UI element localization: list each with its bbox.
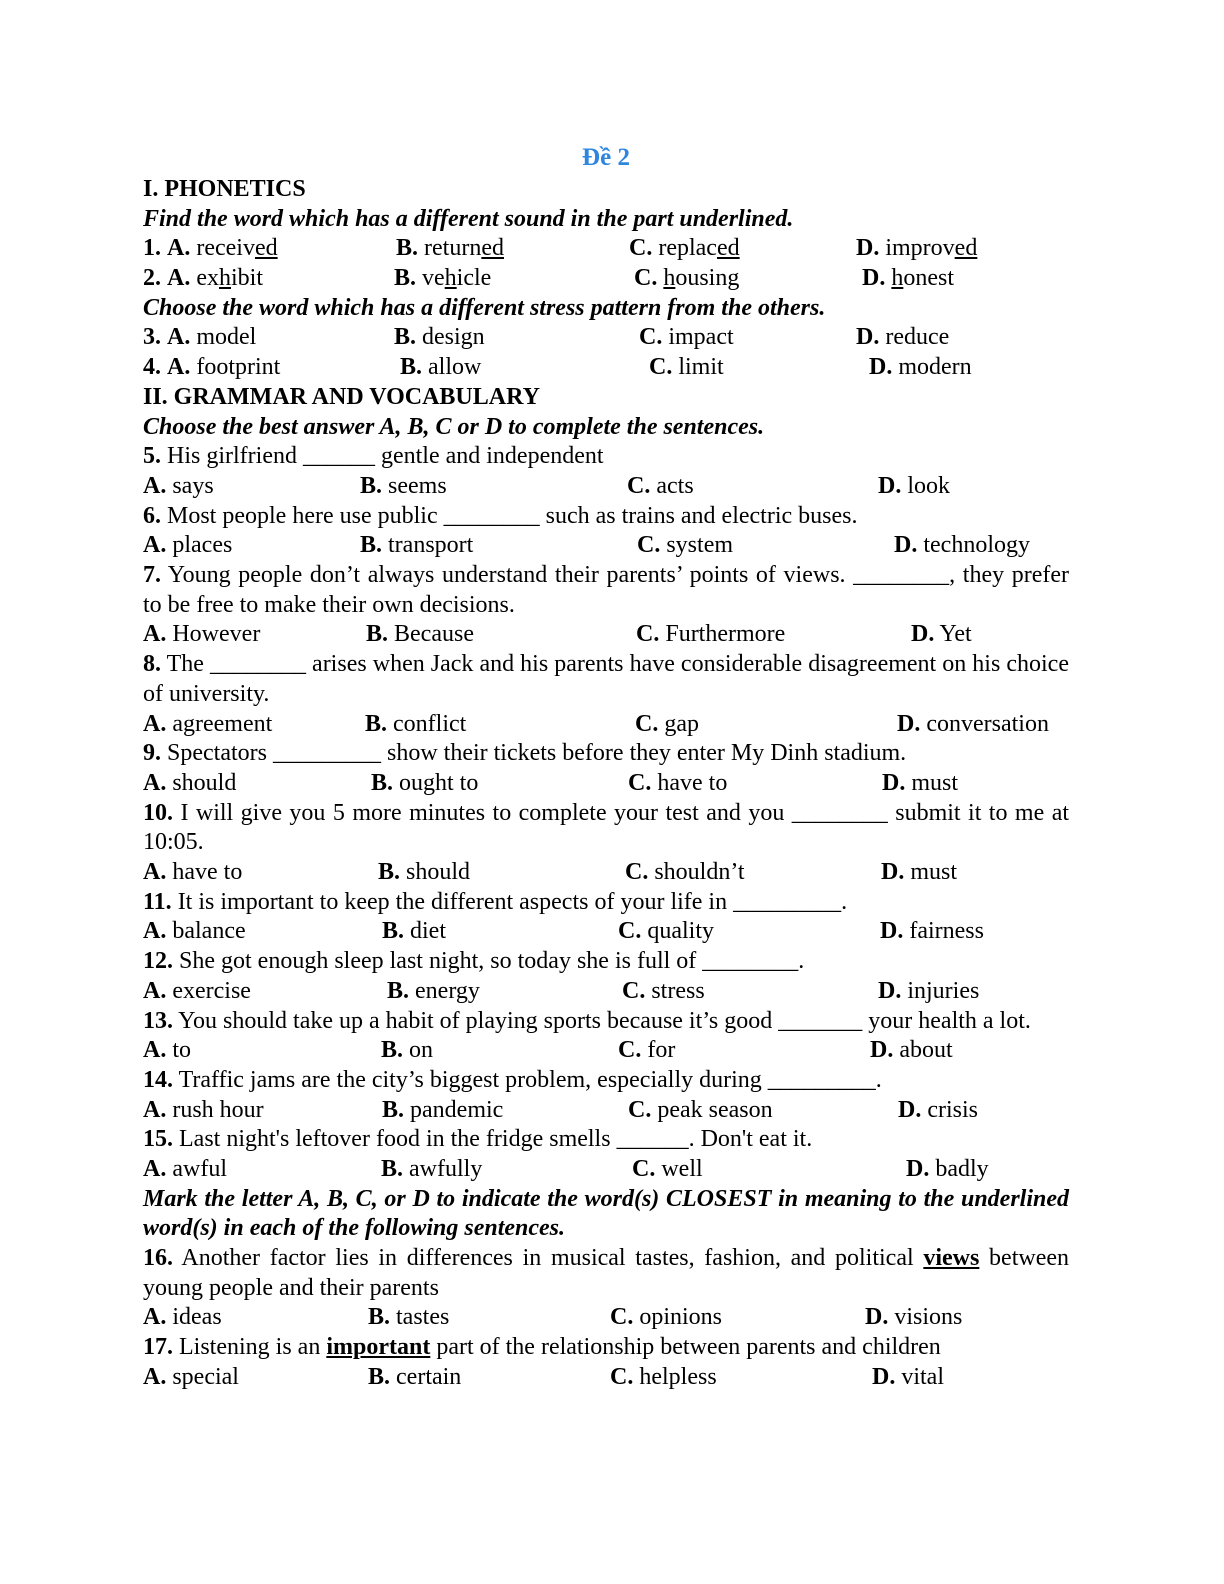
- question-10: [143, 799, 1069, 858]
- option-letter: C.: [637, 532, 661, 559]
- question-number: 7.: [143, 562, 161, 589]
- option-a: [143, 472, 214, 502]
- question-text: part of the relationship between parents and children: [430, 1334, 941, 1361]
- option-letter: B.: [387, 977, 410, 1004]
- option-text: about: [899, 1037, 953, 1064]
- question-text: Spectators _________ show their tickets before they enter My Dinh stadium.: [167, 740, 907, 767]
- option-letter: D.: [862, 265, 886, 292]
- option-c: [618, 917, 714, 947]
- question-text: The ________ arises when Jack and his parents have considerable disagreement on his choice of university.: [143, 651, 1069, 707]
- option-text: opinions: [639, 1304, 723, 1331]
- question-number: 12.: [143, 948, 173, 975]
- option-c: [637, 531, 733, 561]
- option-letter: B.: [394, 324, 417, 351]
- option-letter: B.: [378, 859, 401, 886]
- underlined-keyword: important: [326, 1334, 431, 1361]
- closest-meaning-questions: [143, 1244, 1069, 1392]
- option-text: must: [910, 859, 958, 886]
- option-text: shouldn’t: [654, 859, 745, 886]
- option-letter: A.: [143, 1155, 167, 1182]
- underlined-sound: ed: [481, 235, 504, 262]
- underlined-sound: h: [444, 265, 457, 292]
- question-number: 5.: [143, 443, 161, 470]
- option-text: awfully: [409, 1155, 483, 1182]
- options-row: [143, 1096, 1069, 1126]
- option-c: [639, 323, 734, 353]
- options-row: [143, 323, 1069, 353]
- option-text: well: [661, 1155, 703, 1182]
- option-letter: B.: [396, 235, 419, 262]
- question-number: 1.: [143, 235, 161, 262]
- option-b: [396, 234, 504, 264]
- option-text: should: [172, 769, 237, 796]
- option-letter: A.: [143, 1363, 167, 1390]
- question-text: It is important to keep the different aspects of your life in _________.: [177, 888, 848, 915]
- option-b: [360, 472, 447, 502]
- option-letter: C.: [632, 1155, 656, 1182]
- question-number: 11.: [143, 888, 172, 915]
- underlined-sound: h: [891, 265, 904, 292]
- option-letter: D.: [869, 354, 893, 381]
- option-d: [911, 620, 972, 650]
- question-5: [143, 442, 1069, 472]
- option-a: [143, 1036, 191, 1066]
- option-text: have to: [657, 769, 728, 796]
- question-17: [143, 1333, 1069, 1363]
- stress-questions: [143, 323, 1069, 382]
- question-14: [143, 1066, 1069, 1096]
- option-text: helpless: [639, 1363, 717, 1390]
- option-d: [897, 710, 1049, 740]
- section-heading-grammar: II. GRAMMAR AND VOCABULARY: [143, 383, 540, 410]
- question-text: You should take up a habit of playing sports because it’s good _______ your health a lot.: [178, 1007, 1031, 1034]
- options-row: [143, 1155, 1069, 1185]
- option-letter: B.: [371, 769, 394, 796]
- option-letter: A.: [167, 265, 191, 292]
- option-d: [872, 1363, 944, 1393]
- question-text: Young people don’t always understand their parents’ points of views. ________, they prefer to be free to make their own decisions.: [143, 562, 1069, 618]
- question-text: I will give you 5 more minutes to complete your test and you ________ submit it to me at 10:05.: [143, 799, 1070, 856]
- option-letter: A.: [143, 710, 167, 737]
- option-letter: B.: [382, 918, 405, 945]
- question-11: [143, 888, 1069, 918]
- option-letter: D.: [906, 1155, 930, 1182]
- option-letter: C.: [625, 859, 649, 886]
- option-letter: D.: [856, 235, 880, 262]
- option-a: [143, 264, 263, 294]
- option-a: [143, 620, 260, 650]
- question-number: 8.: [143, 651, 161, 678]
- option-text: conversation: [926, 710, 1049, 737]
- options-row: [143, 234, 1069, 264]
- question-6: [143, 502, 1069, 532]
- option-letter: C.: [649, 354, 673, 381]
- option-a: [143, 353, 280, 383]
- option-d: [878, 977, 979, 1007]
- option-text: tastes: [396, 1304, 450, 1331]
- underlined-sound: ed: [254, 235, 278, 262]
- option-text: places: [172, 532, 233, 559]
- option-text: to: [172, 1037, 192, 1064]
- option-d: [906, 1155, 989, 1185]
- option-text: agreement: [172, 710, 273, 737]
- option-letter: C.: [636, 621, 660, 648]
- option-text: modern: [898, 354, 972, 381]
- question-number: 14.: [143, 1066, 173, 1093]
- option-text: Because: [394, 621, 474, 648]
- options-row: [143, 1363, 1069, 1393]
- option-c: [629, 234, 740, 264]
- option-letter: A.: [143, 859, 167, 886]
- option-text: energy: [415, 977, 480, 1004]
- page-title: Đề 2: [582, 144, 630, 171]
- underlined-keyword: views: [923, 1245, 980, 1272]
- options-row: [143, 710, 1069, 740]
- options-row: [143, 1303, 1069, 1333]
- option-d: [898, 1096, 978, 1126]
- underlined-sound: ed: [954, 235, 978, 262]
- option-text: for: [647, 1037, 676, 1064]
- question-number: 9.: [143, 740, 161, 767]
- option-text: visions: [894, 1304, 963, 1331]
- option-letter: C.: [634, 265, 658, 292]
- option-text: have to: [172, 859, 243, 886]
- option-text: stress: [651, 977, 705, 1004]
- option-text: receiv: [196, 235, 255, 262]
- question-12: [143, 947, 1069, 977]
- option-text: replac: [658, 235, 717, 262]
- question-8: [143, 650, 1069, 709]
- phonetics-questions: [143, 234, 1069, 293]
- option-text: ex: [196, 265, 219, 292]
- option-text: must: [911, 769, 959, 796]
- option-letter: D.: [880, 918, 904, 945]
- option-text: says: [172, 472, 214, 499]
- instruction-stress: Choose the word which has a different stress pattern from the others.: [143, 294, 826, 321]
- question-text: Another factor lies in differences in musical tastes, fashion, and political: [181, 1245, 924, 1272]
- option-letter: D.: [882, 769, 906, 796]
- option-text: diet: [410, 918, 447, 945]
- option-d: [878, 472, 950, 502]
- option-b: [368, 1363, 461, 1393]
- option-c: [618, 1036, 675, 1066]
- option-text: transport: [388, 532, 474, 559]
- option-b: [381, 1036, 433, 1066]
- option-letter: D.: [872, 1363, 896, 1390]
- question-15: [143, 1125, 1069, 1155]
- option-d: [882, 769, 958, 799]
- question-number: 17.: [143, 1334, 173, 1361]
- option-a: [143, 1303, 222, 1333]
- option-letter: A.: [143, 472, 167, 499]
- option-a: [143, 858, 242, 888]
- option-text: reduce: [885, 324, 950, 351]
- option-c: [634, 264, 739, 294]
- option-text: model: [196, 324, 257, 351]
- option-text: design: [422, 324, 485, 351]
- worksheet: [143, 141, 1069, 1393]
- option-text: crisis: [927, 1096, 979, 1123]
- option-c: [635, 710, 699, 740]
- options-row: [143, 769, 1069, 799]
- question-text: between young people and their parents: [143, 1245, 1069, 1301]
- option-c: [610, 1363, 717, 1393]
- option-d: [881, 858, 957, 888]
- option-text: limit: [678, 354, 724, 381]
- option-text: quality: [647, 918, 714, 945]
- option-text: ousing: [675, 265, 740, 292]
- option-c: [627, 472, 694, 502]
- option-text: injuries: [907, 977, 980, 1004]
- option-b: [394, 323, 485, 353]
- option-letter: B.: [365, 710, 388, 737]
- question-text: His girlfriend ______ gentle and independent: [167, 443, 604, 470]
- option-a: [143, 977, 251, 1007]
- option-letter: A.: [143, 1304, 167, 1331]
- option-a: [143, 531, 232, 561]
- option-letter: A.: [143, 621, 167, 648]
- option-b: [381, 1155, 482, 1185]
- option-text: Furthermore: [665, 621, 786, 648]
- option-a: [143, 710, 272, 740]
- option-text: footprint: [196, 354, 281, 381]
- option-text: Yet: [939, 621, 972, 648]
- option-letter: C.: [628, 769, 652, 796]
- option-text: pandemic: [410, 1096, 504, 1123]
- options-row: [143, 472, 1069, 502]
- question-number: 16.: [143, 1245, 173, 1272]
- option-d: [856, 323, 949, 353]
- option-letter: B.: [360, 472, 383, 499]
- option-text: conflict: [393, 710, 467, 737]
- option-text: onest: [903, 265, 955, 292]
- option-letter: B.: [366, 621, 389, 648]
- option-text: awful: [172, 1155, 227, 1182]
- option-letter: B.: [368, 1304, 391, 1331]
- option-c: [625, 858, 745, 888]
- option-a: [143, 917, 246, 947]
- option-c: [636, 620, 785, 650]
- options-row: [143, 264, 1069, 294]
- option-letter: D.: [878, 977, 902, 1004]
- option-letter: C.: [618, 1037, 642, 1064]
- options-row: [143, 977, 1069, 1007]
- option-letter: C.: [610, 1304, 634, 1331]
- question-number: 2.: [143, 265, 161, 292]
- option-a: [143, 1155, 227, 1185]
- option-a: [143, 323, 256, 353]
- option-b: [382, 1096, 503, 1126]
- instruction-closest: Mark the letter A, B, C, or D to indicate the word(s) CLOSEST in meaning to the underlined word(s) in each of the following sentences.: [143, 1185, 1069, 1242]
- option-c: [622, 977, 705, 1007]
- option-text: system: [666, 532, 734, 559]
- option-letter: C.: [618, 918, 642, 945]
- option-letter: D.: [897, 710, 921, 737]
- option-b: [378, 858, 470, 888]
- option-b: [360, 531, 473, 561]
- option-text: special: [172, 1363, 239, 1390]
- options-row: [143, 353, 1069, 383]
- option-letter: D.: [856, 324, 880, 351]
- option-text: vital: [901, 1363, 944, 1390]
- option-c: [610, 1303, 722, 1333]
- option-letter: A.: [143, 769, 167, 796]
- option-text: look: [907, 472, 951, 499]
- options-row: [143, 1036, 1069, 1066]
- option-text: gap: [664, 710, 699, 737]
- option-text: ideas: [172, 1304, 222, 1331]
- option-d: [856, 234, 977, 264]
- option-letter: A.: [143, 1037, 167, 1064]
- question-text: She got enough sleep last night, so today she is full of ________.: [179, 948, 805, 975]
- option-letter: C.: [635, 710, 659, 737]
- underlined-sound: ed: [716, 235, 740, 262]
- option-text: icle: [456, 265, 492, 292]
- option-text: badly: [935, 1155, 989, 1182]
- options-row: [143, 531, 1069, 561]
- option-text: ibit: [231, 265, 264, 292]
- option-text: rush hour: [172, 1096, 264, 1123]
- question-9: [143, 739, 1069, 769]
- option-letter: B.: [400, 354, 423, 381]
- option-text: should: [406, 859, 471, 886]
- option-letter: D.: [911, 621, 935, 648]
- question-number: 4.: [143, 354, 161, 381]
- option-letter: B.: [368, 1363, 391, 1390]
- option-text: peak season: [657, 1096, 773, 1123]
- option-d: [862, 264, 954, 294]
- option-letter: C.: [622, 977, 646, 1004]
- option-c: [632, 1155, 703, 1185]
- option-d: [870, 1036, 953, 1066]
- option-a: [143, 234, 278, 264]
- option-b: [394, 264, 491, 294]
- option-text: impact: [668, 324, 734, 351]
- question-number: 10.: [143, 799, 173, 826]
- section-heading-phonetics: I. PHONETICS: [143, 176, 306, 202]
- question-number: 13.: [143, 1007, 173, 1034]
- option-d: [865, 1303, 962, 1333]
- option-text: seems: [388, 472, 447, 499]
- option-letter: D.: [898, 1096, 922, 1123]
- option-letter: B.: [382, 1096, 405, 1123]
- option-text: technology: [923, 532, 1030, 559]
- option-text: However: [172, 621, 261, 648]
- option-text: exercise: [172, 977, 251, 1004]
- underlined-sound: h: [663, 265, 676, 292]
- option-d: [880, 917, 984, 947]
- option-letter: D.: [870, 1037, 894, 1064]
- option-text: on: [409, 1037, 434, 1064]
- option-text: certain: [396, 1363, 462, 1390]
- option-letter: D.: [894, 532, 918, 559]
- option-d: [894, 531, 1030, 561]
- question-text: Listening is an: [179, 1334, 327, 1361]
- option-c: [628, 1096, 773, 1126]
- option-letter: C.: [610, 1363, 634, 1390]
- option-b: [400, 353, 481, 383]
- option-a: [143, 1096, 264, 1126]
- question-13: [143, 1007, 1069, 1037]
- question-7: [143, 561, 1069, 620]
- option-text: balance: [172, 918, 246, 945]
- question-text: Last night's leftover food in the fridge smells ______. Don't eat it.: [179, 1126, 813, 1153]
- option-letter: D.: [881, 859, 905, 886]
- option-text: improv: [885, 235, 955, 262]
- option-b: [382, 917, 446, 947]
- option-a: [143, 1363, 239, 1393]
- option-text: return: [424, 235, 482, 262]
- option-c: [649, 353, 724, 383]
- option-letter: B.: [381, 1155, 404, 1182]
- option-letter: B.: [381, 1037, 404, 1064]
- option-text: allow: [428, 354, 482, 381]
- question-text: Most people here use public ________ such as trains and electric buses.: [167, 502, 858, 529]
- option-b: [368, 1303, 449, 1333]
- option-c: [628, 769, 727, 799]
- option-text: ought to: [399, 769, 479, 796]
- question-text: Traffic jams are the city’s biggest problem, especially during _________.: [178, 1066, 882, 1093]
- options-row: [143, 858, 1069, 888]
- option-letter: A.: [143, 532, 167, 559]
- question-number: 6.: [143, 502, 161, 529]
- option-text: fairness: [909, 918, 984, 945]
- option-b: [387, 977, 480, 1007]
- option-letter: D.: [865, 1304, 889, 1331]
- option-text: ve: [422, 265, 445, 292]
- option-b: [371, 769, 478, 799]
- option-letter: C.: [639, 324, 663, 351]
- option-letter: D.: [878, 472, 902, 499]
- question-16: [143, 1244, 1069, 1303]
- underlined-sound: h: [219, 265, 231, 292]
- grammar-questions: [143, 442, 1069, 1184]
- option-a: [143, 769, 236, 799]
- option-letter: B.: [394, 265, 417, 292]
- option-letter: C.: [629, 235, 653, 262]
- options-row: [143, 620, 1069, 650]
- option-letter: A.: [167, 354, 191, 381]
- option-letter: A.: [167, 235, 191, 262]
- option-letter: A.: [143, 1096, 167, 1123]
- question-number: 15.: [143, 1126, 173, 1153]
- option-text: acts: [656, 472, 694, 499]
- options-row: [143, 917, 1069, 947]
- option-letter: B.: [360, 532, 383, 559]
- option-b: [366, 620, 474, 650]
- option-letter: A.: [143, 918, 167, 945]
- option-letter: C.: [628, 1096, 652, 1123]
- option-letter: C.: [627, 472, 651, 499]
- option-letter: A.: [143, 977, 167, 1004]
- instruction-best-answer: Choose the best answer A, B, C or D to complete the sentences.: [143, 413, 765, 440]
- option-letter: A.: [167, 324, 191, 351]
- option-b: [365, 710, 466, 740]
- option-d: [869, 353, 972, 383]
- question-number: 3.: [143, 324, 161, 351]
- instruction-sound: Find the word which has a different sound in the part underlined.: [143, 205, 794, 232]
